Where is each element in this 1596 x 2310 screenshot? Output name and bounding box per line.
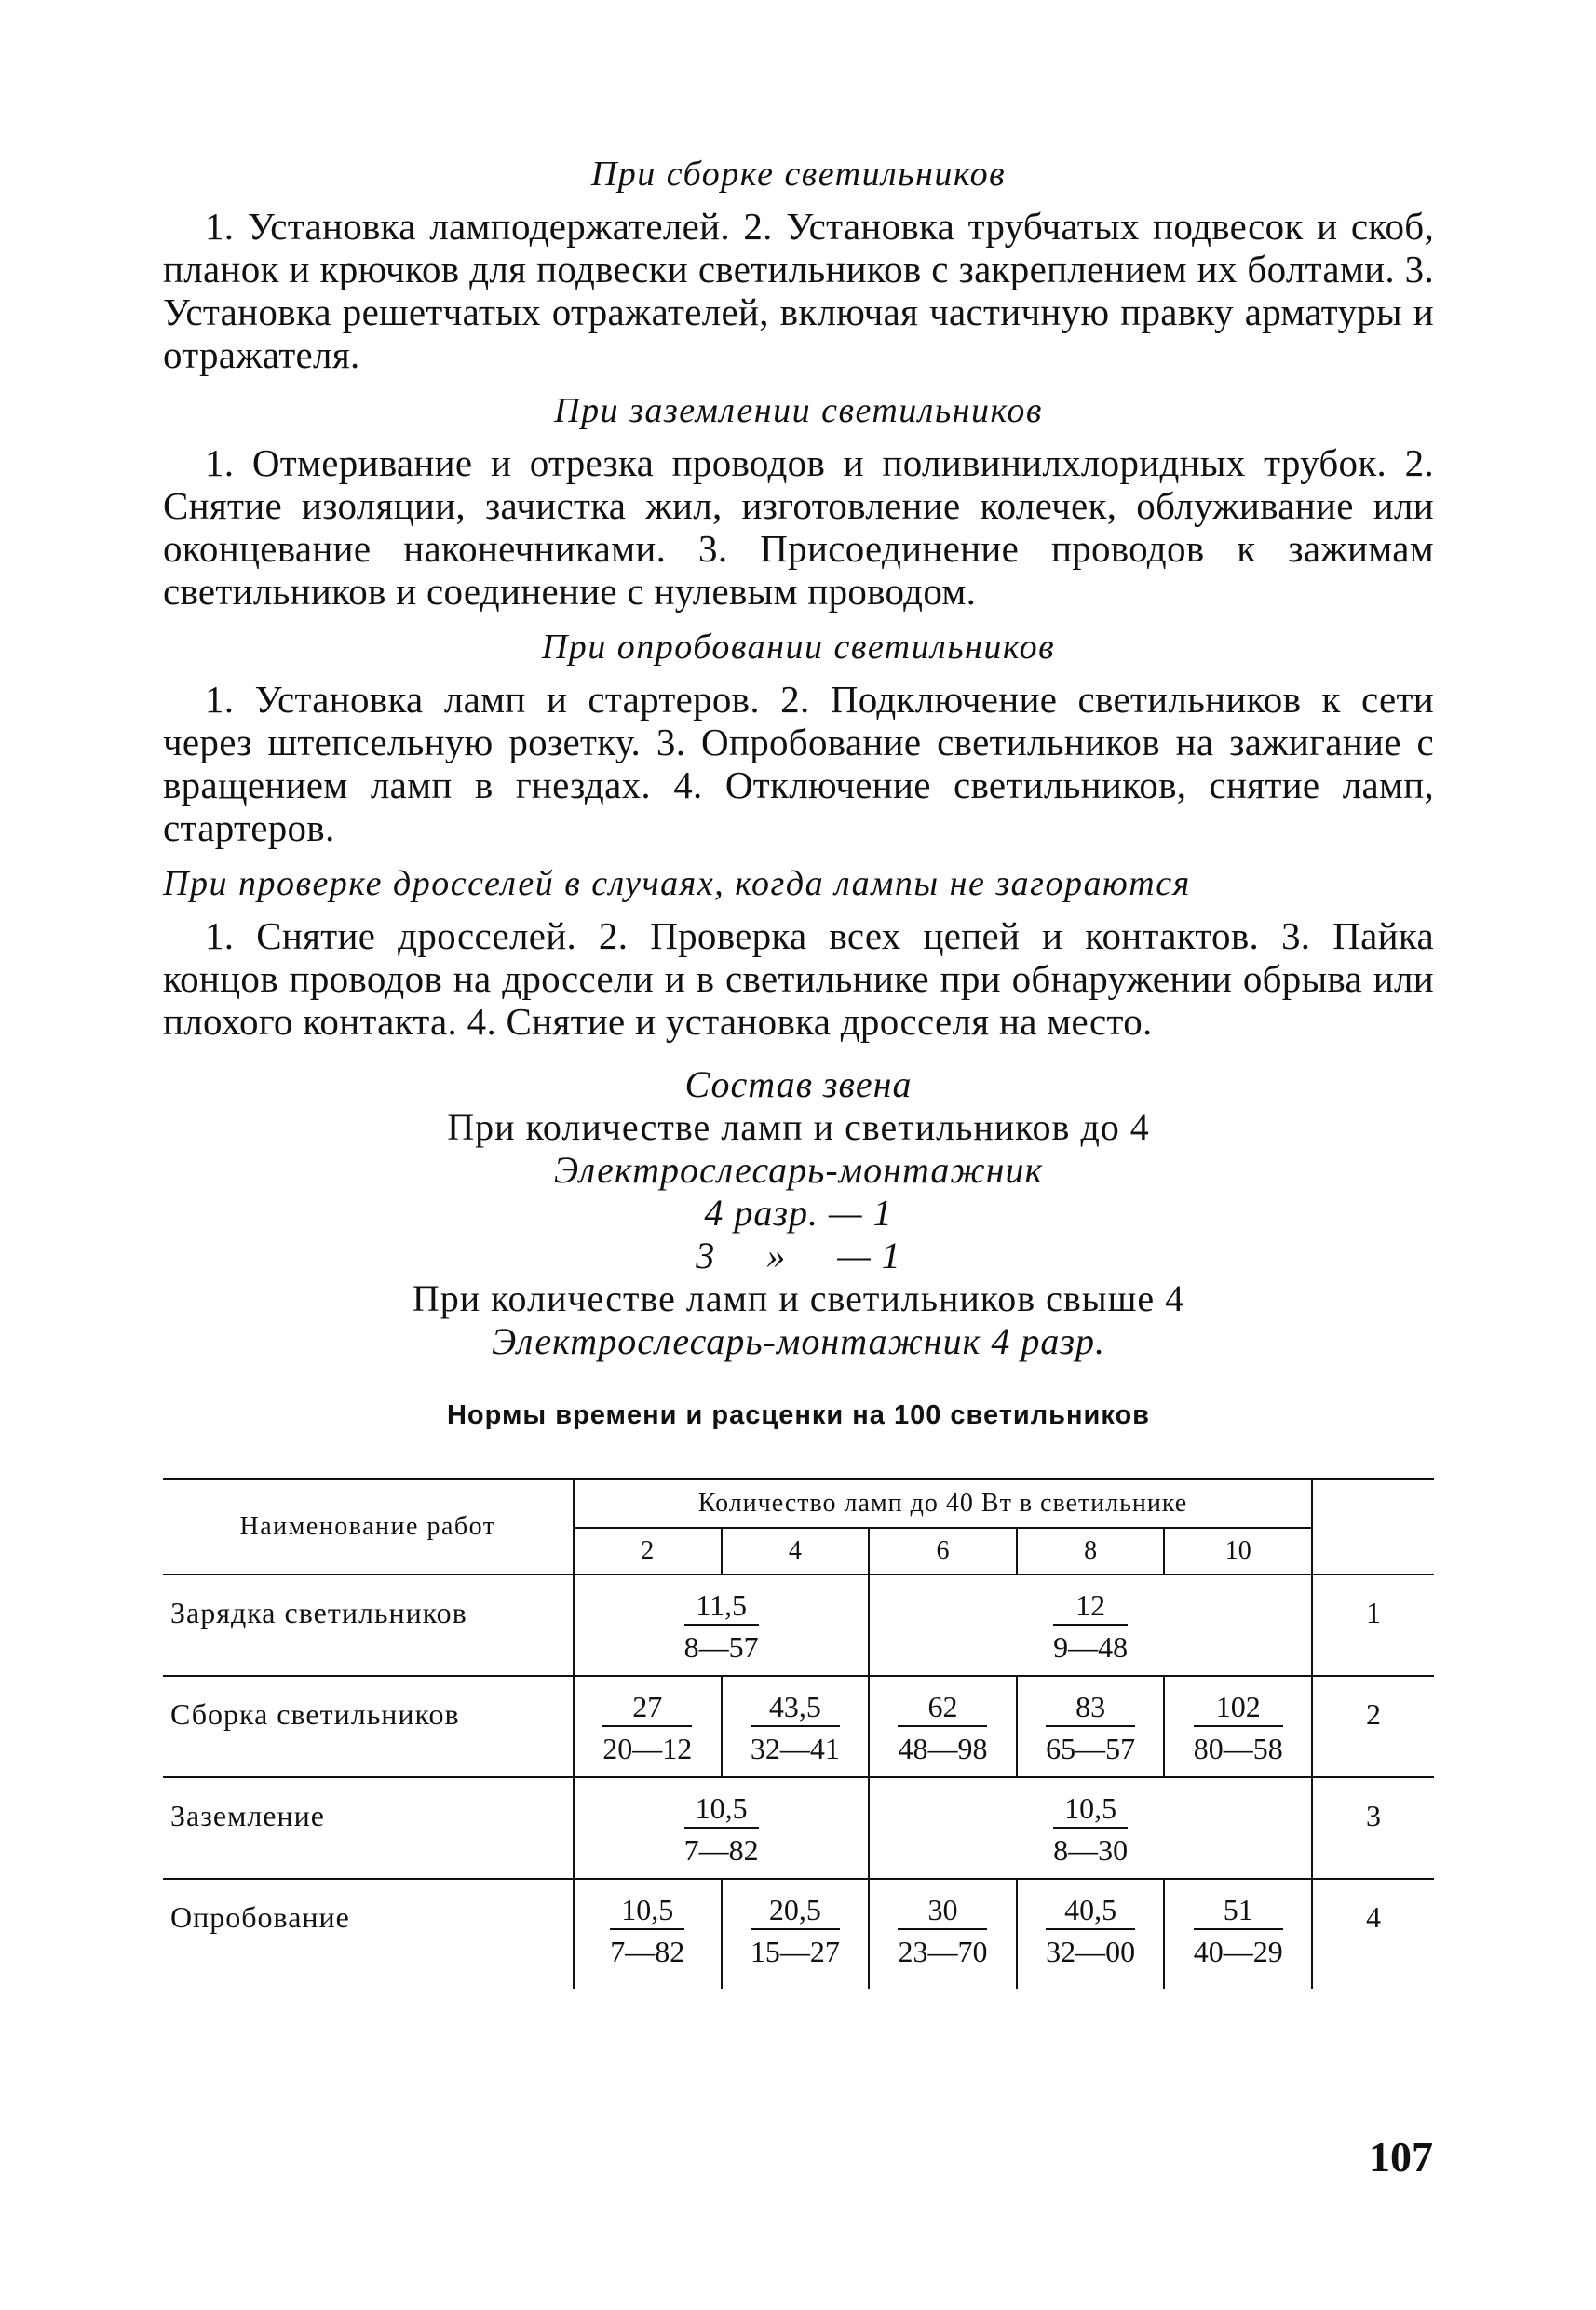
- norm-cell: [869, 1574, 1312, 1676]
- norm-cell: [869, 1879, 1017, 1989]
- section-text-grounding: 1. Отмеривание и отрезка проводов и поливинилхлоридных трубок. 2. Снятие изоляции, зачистка жил, изготовление колечек, облуживание или оконцевание наконечниками. 3. Присоединение проводов к зажимам светильников и соединение с нулевым проводом.: [163, 441, 1434, 613]
- time-norm: 10,5: [1053, 1790, 1128, 1829]
- row-number-cell: 4: [1366, 1900, 1381, 1934]
- rate-value: 20—12: [602, 1732, 693, 1765]
- rate-value: 48—98: [898, 1732, 988, 1765]
- rate-value: 7—82: [610, 1935, 685, 1968]
- section-heading-testing: При опробовании светильников: [541, 628, 1056, 667]
- crew-line-5: При количестве ламп и светильников свыше 4: [412, 1277, 1185, 1319]
- time-norm: 51: [1194, 1891, 1283, 1930]
- crew-line-6: Электрослесарь-монтажник 4 разр.: [492, 1320, 1105, 1362]
- header-row-number: [1312, 1479, 1434, 1575]
- norm-cell: [574, 1777, 869, 1879]
- row-number-cell: 3: [1312, 1777, 1434, 1879]
- time-norm: 10,5: [684, 1790, 759, 1829]
- table-row: [163, 1574, 1434, 1676]
- time-norm: 30: [898, 1891, 987, 1930]
- rate-value: 8—57: [683, 1630, 759, 1664]
- rate-value: 40—29: [1193, 1935, 1283, 1968]
- section-heading-chokes: При проверке дросселей в случаях, когда лампы не загораются: [163, 864, 1191, 903]
- section-heading-grounding: При заземлении светильников: [554, 391, 1043, 430]
- rate-value: 9—48: [1053, 1630, 1129, 1664]
- column-header-6: 6: [869, 1528, 1017, 1574]
- norm-cell: [574, 1879, 722, 1989]
- rate-value: 65—57: [1046, 1732, 1136, 1765]
- norms-table: [163, 1478, 1434, 1989]
- norm-fraction: [898, 1688, 987, 1768]
- norm-fraction: [898, 1891, 987, 1971]
- header-lamp-count: Количество ламп до 40 Вт в светильнике: [574, 1479, 1312, 1529]
- norm-cell: [574, 1676, 722, 1777]
- section-text-chokes: 1. Снятие дросселей. 2. Проверка всех цепей и контактов. 3. Пайка концов проводов на дроссели и в светильнике при обнаружении обрыва или плохого контакта. 4. Снятие и установка дросселя на место.: [163, 914, 1434, 1043]
- table-body: [163, 1574, 1434, 1989]
- norm-fraction: [751, 1891, 840, 1971]
- crew-line-4: 3 » — 1: [696, 1235, 901, 1277]
- rate-value: 23—70: [898, 1935, 988, 1968]
- column-header-2: 2: [574, 1528, 722, 1574]
- table-title: Нормы времени и расценки на 100 светильников: [446, 1400, 1151, 1430]
- page-content: [163, 140, 1434, 1989]
- norm-fraction: [684, 1790, 759, 1870]
- norm-fraction: [1194, 1688, 1283, 1768]
- time-norm: 10,5: [610, 1891, 684, 1930]
- norm-cell: [1017, 1879, 1165, 1989]
- norm-cell: [722, 1879, 870, 1989]
- work-name-cell: Сборка светильников: [163, 1676, 574, 1777]
- column-header-8: 8: [1017, 1528, 1165, 1574]
- norm-fraction: [1046, 1891, 1135, 1971]
- page-number: 107: [1369, 2133, 1433, 2181]
- row-number-cell: 2: [1312, 1676, 1434, 1777]
- row-number-cell: 1: [1312, 1574, 1434, 1676]
- section-text-assembly: 1. Установка ламподержателей. 2. Установка трубчатых подвесок и скоб, планок и крючков для подвески светильников с закреплением их болтами. 3. Установка решетчатых отражателей, включая частичную правку арматуры и отражателя.: [163, 205, 1434, 376]
- norm-cell: [1164, 1879, 1312, 1989]
- norm-fraction: [1053, 1790, 1128, 1870]
- time-norm: 83: [1046, 1688, 1135, 1727]
- crew-line-2: Электрослесарь-монтажник: [553, 1149, 1044, 1191]
- rate-value: 32—41: [750, 1732, 840, 1765]
- time-norm: 102: [1194, 1688, 1283, 1727]
- norm-fraction: [1046, 1688, 1135, 1768]
- time-norm: 43,5: [751, 1688, 840, 1727]
- norm-cell: [574, 1574, 869, 1676]
- work-name-cell: Опробование: [163, 1879, 574, 1989]
- rate-value: 32—00: [1046, 1935, 1136, 1968]
- norm-fraction: [602, 1688, 692, 1768]
- rate-value: 80—58: [1193, 1732, 1283, 1765]
- rate-value: 15—27: [750, 1935, 840, 1968]
- table-row: [163, 1676, 1434, 1777]
- column-header-10: 10: [1164, 1528, 1312, 1574]
- section-text-testing: 1. Установка ламп и стартеров. 2. Подключение светильников к сети через штепсельную розетку. 3. Опробование светильников на зажигание с вращением ламп в гнездах. 4. Отключение светильников, снятие ламп, стартеров.: [163, 678, 1434, 849]
- norm-fraction: [684, 1587, 759, 1667]
- table-row: [163, 1879, 1434, 1989]
- norm-fraction: [1194, 1891, 1283, 1971]
- work-name-cell: Заземление: [163, 1777, 574, 1879]
- norm-fraction: [1053, 1587, 1128, 1667]
- section-heading-assembly: При сборке светильников: [590, 155, 1007, 194]
- table-row: [163, 1777, 1434, 1879]
- norm-fraction: [751, 1688, 840, 1768]
- header-work-name: Наименование работ: [163, 1479, 574, 1575]
- crew-composition: [163, 1063, 1434, 1363]
- time-norm: 11,5: [684, 1587, 759, 1626]
- time-norm: 62: [898, 1688, 987, 1727]
- norm-cell: [722, 1676, 870, 1777]
- norm-cell: [869, 1676, 1017, 1777]
- norm-cell: [1164, 1676, 1312, 1777]
- time-norm: 40,5: [1046, 1891, 1135, 1930]
- work-name-cell: Зарядка светильников: [163, 1574, 574, 1676]
- column-header-4: 4: [722, 1528, 870, 1574]
- norm-cell: [1017, 1676, 1165, 1777]
- norm-fraction: [610, 1891, 684, 1971]
- crew-line-1: При количестве ламп и светильников до 4: [447, 1106, 1150, 1148]
- rate-value: 8—30: [1053, 1833, 1129, 1867]
- time-norm: 12: [1053, 1587, 1128, 1626]
- time-norm: 27: [602, 1688, 692, 1727]
- crew-title: Состав звена: [684, 1063, 913, 1105]
- time-norm: 20,5: [751, 1891, 840, 1930]
- crew-line-3: 4 разр. — 1: [704, 1192, 893, 1234]
- rate-value: 7—82: [683, 1833, 759, 1867]
- norm-cell: [869, 1777, 1312, 1879]
